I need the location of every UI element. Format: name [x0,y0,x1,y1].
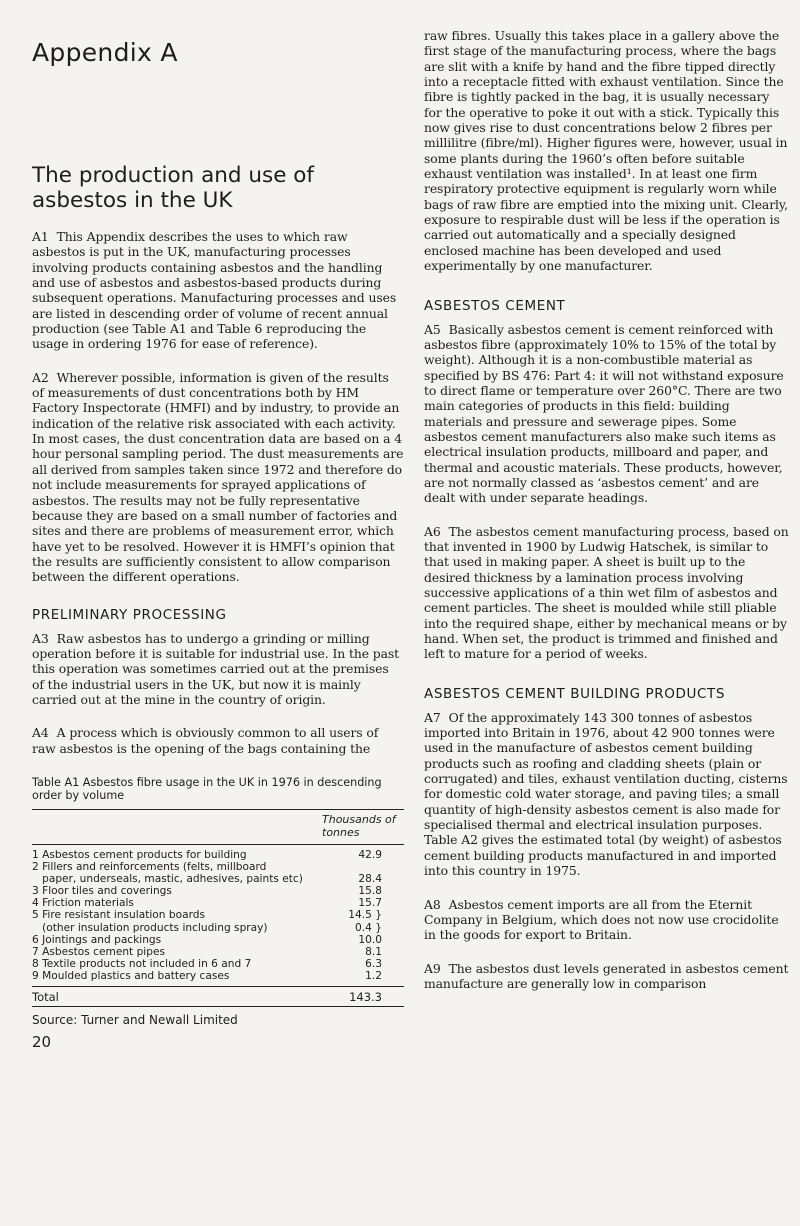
row-label: 7 Asbestos cement pipes [32,945,166,958]
row-value: 42.9 [358,848,382,861]
row-label: (other insulation products including spray) [32,921,268,934]
row-value: 10.0 [358,933,382,946]
row-value: 14.5 } [348,909,382,922]
document-title [32,163,404,213]
table-row [32,861,404,873]
paragraph-a5 [424,322,790,506]
paragraph-text: A process which is obviously common to all users of raw asbestos is the opening of the bags containing the [32,725,379,756]
table-row [32,849,404,861]
paragraph-number: A9 [424,960,441,976]
row-value [330,861,382,873]
paragraph-a9 [424,961,790,992]
table-body [32,849,404,982]
left-column [32,28,404,1051]
table-caption: Table A1 Asbestos fibre usage in the UK in 1976 in descending order by volume [32,775,382,803]
row-label: 9 Moulded plastics and battery cases [32,969,230,982]
section-heading-asbestos-cement: ASBESTOS CEMENT [424,297,566,314]
paragraph-number: A8 [424,896,441,912]
table-bottom-rule [32,1006,404,1007]
row-value: 8.1 [365,945,382,958]
total-label: Total [32,990,59,1004]
paragraph-number: A7 [424,709,441,725]
row-label: paper, underseals, mastic, adhesives, paints etc) [32,873,303,886]
table-row [32,946,404,958]
paragraph-text: The asbestos dust levels generated in asbestos cement manufacture are generally low in comparison [424,960,789,991]
row-label: 3 Floor tiles and coverings [32,885,172,898]
row-value: 6.3 [365,957,382,970]
row-value: 0.4 } [355,921,382,934]
paragraph-a4 [32,725,404,756]
row-value: 1.2 [365,969,382,982]
table-total-row [32,987,404,1006]
paragraph-a6 [424,524,790,662]
paragraph-number: A4 [32,725,49,741]
paragraph-number: A6 [424,523,441,539]
table-row [32,885,404,897]
table-row [32,958,404,970]
table-header [32,810,404,844]
title-line-2: asbestos in the UK [32,188,233,213]
paragraph-text: Basically asbestos cement is cement reinforced with asbestos fibre (approximately 10% to 15% of the total by weight). Although it is a non-combustible material as specified by BS 476: Part 4: it will not withstand exposure to direct flame or temperature over 260°C. There are two main categories of products in this field: building materials and pressure and sewerage pipes. Some asbestos cement manufacturers also make such items as electrical insulation products, millboard and paper, and thermal and acoustic materials. These products, however, are not normally classed as ‘asbestos cement’ and are dealt with under separate headings. [424,321,784,506]
table-row [32,897,404,909]
page-number: 20 [32,1033,52,1052]
table-row [32,873,404,885]
row-label: 4 Friction materials [32,897,134,910]
paragraph-a8 [424,897,790,943]
paragraph-a3 [32,631,404,708]
paragraph-text: Asbestos cement imports are all from the Eternit Company in Belgium, which does not now use crocidolite in the goods for export to Britain. [424,896,779,943]
table-row [32,909,404,921]
paragraph-text: This Appendix describes the uses to which raw asbestos is put in the UK, manufacturing processes involving products containing asbestos and the handling and use of asbestos and asbestos-based products during subsequent operations. Manufacturing processes and uses are listed in descending order of volume of recent annual production (see Table A1 and Table 6 reproducing the usage in ordering 1976 for ease of reference). [32,229,397,352]
asbestos-usage-table [32,809,404,1007]
paragraph-number: A3 [32,630,49,646]
paragraph-number: A1 [32,229,49,244]
row-label: 1 Asbestos cement products for building [32,848,247,861]
paragraph-text: The asbestos cement manufacturing process, based on that invented in 1900 by Ludwig Hatschek, is similar to that used in making paper. A sheet is built up to the desired thickness by a lamination process involving successive applications of a thin wet film of asbestos and cement particles. The sheet is moulded while still pliable into the required shape, either by mechanical means or by hand. When set, the product is trimmed and finished and left to mature for a period of weeks. [424,523,789,662]
row-value: 15.7 [358,897,382,910]
paragraph-number: A2 [32,369,49,385]
title-line-1: The production and use of [32,163,314,188]
table-row [32,970,404,982]
table-source: Source: Turner and Newall Limited [32,1013,238,1028]
paragraph-text: Of the approximately 143 300 tonnes of asbestos imported into Britain in 1976, about 42 900 tonnes were used in the manufacture of asbestos cement building products such as roofing and cladding sheets (plain or corrugated) and tiles, exhaust ventilation ducting, cisterns for domestic cold water storage, and paving tiles; a small quantity of high-density asbestos cement is also made for specialised thermal and electrical insulation purposes. Table A2 gives the estimated total (by weight) of asbestos cement building products manufactured in and imported into this country in 1975. [424,709,788,879]
right-column [424,28,790,991]
row-value: 15.8 [358,885,382,898]
row-label: 6 Jointings and packings [32,933,162,946]
section-heading-building-products: ASBESTOS CEMENT BUILDING PRODUCTS [424,685,726,702]
paragraph-a7 [424,710,790,879]
paragraph-text: Wherever possible, information is given of the results of measurements of dust concentrations both by HM Factory Inspectorate (HMFI) and by industry, to provide an indication of the relative risk associated with each activity. In most cases, the dust concentration data are based on a 4 hour personal sampling period. The dust measurements are all derived from samples taken since 1972 and therefore do not include measurements for sprayed applications of asbestos. The results may not be fully representative because they are based on a small number of factories and sites and there are problems of measurement error, which have yet to be resolved. However it is HMFI’s opinion that the results are sufficiently consistent to allow comparison between the different operations. [32,369,404,585]
paragraph-text: Raw asbestos has to undergo a grinding or milling operation before it is suitable for industrial use. In the past this operation was sometimes carried out at the premises of the industrial users in the UK, but now it is mainly carried out at the mine in the country of origin. [32,630,400,707]
table-row [32,934,404,946]
paragraph-a1 [32,229,404,352]
total-value: 143.3 [349,990,382,1004]
row-label: 8 Textile products not included in 6 and 7 [32,957,252,970]
row-label: 2 Fillers and reinforcements (felts, millboard [32,861,267,874]
table-unit-header: Thousands of tonnes [322,812,396,839]
paragraph-number: A5 [424,321,441,337]
row-label: 5 Fire resistant insulation boards [32,909,205,922]
paragraph-a4-continued: raw fibres. Usually this takes place in a gallery above the first stage of the manufacturing process, where the bags are slit with a knife by hand and the fibre tipped directly into a receptacle fitted with exhaust ventilation. Since the fibre is tightly packed in the bag, it is usually necessary for the operative to poke it out with a stick. Typically this now gives rise to dust concentrations below 2 fibres per millilitre (fibre/ml). Higher figures were, however, usual in some plants during the 1960’s often before suitable exhaust ventilation was installed¹. In at least one firm respiratory protective equipment is regularly worn while bags of raw fibre are emptied into the mixing unit. Clearly, exposure to respirable dust will be less if the operation is carried out automatically and a specially designed enclosed machine has been developed and used experimentally by one manufacturer. [424,28,788,274]
paragraph-a2 [32,370,404,585]
table-row [32,922,404,934]
section-heading-preliminary: PRELIMINARY PROCESSING [32,606,227,623]
row-value: 28.4 [358,873,382,886]
appendix-heading: Appendix A [32,38,178,67]
table-header-rule [32,844,404,845]
